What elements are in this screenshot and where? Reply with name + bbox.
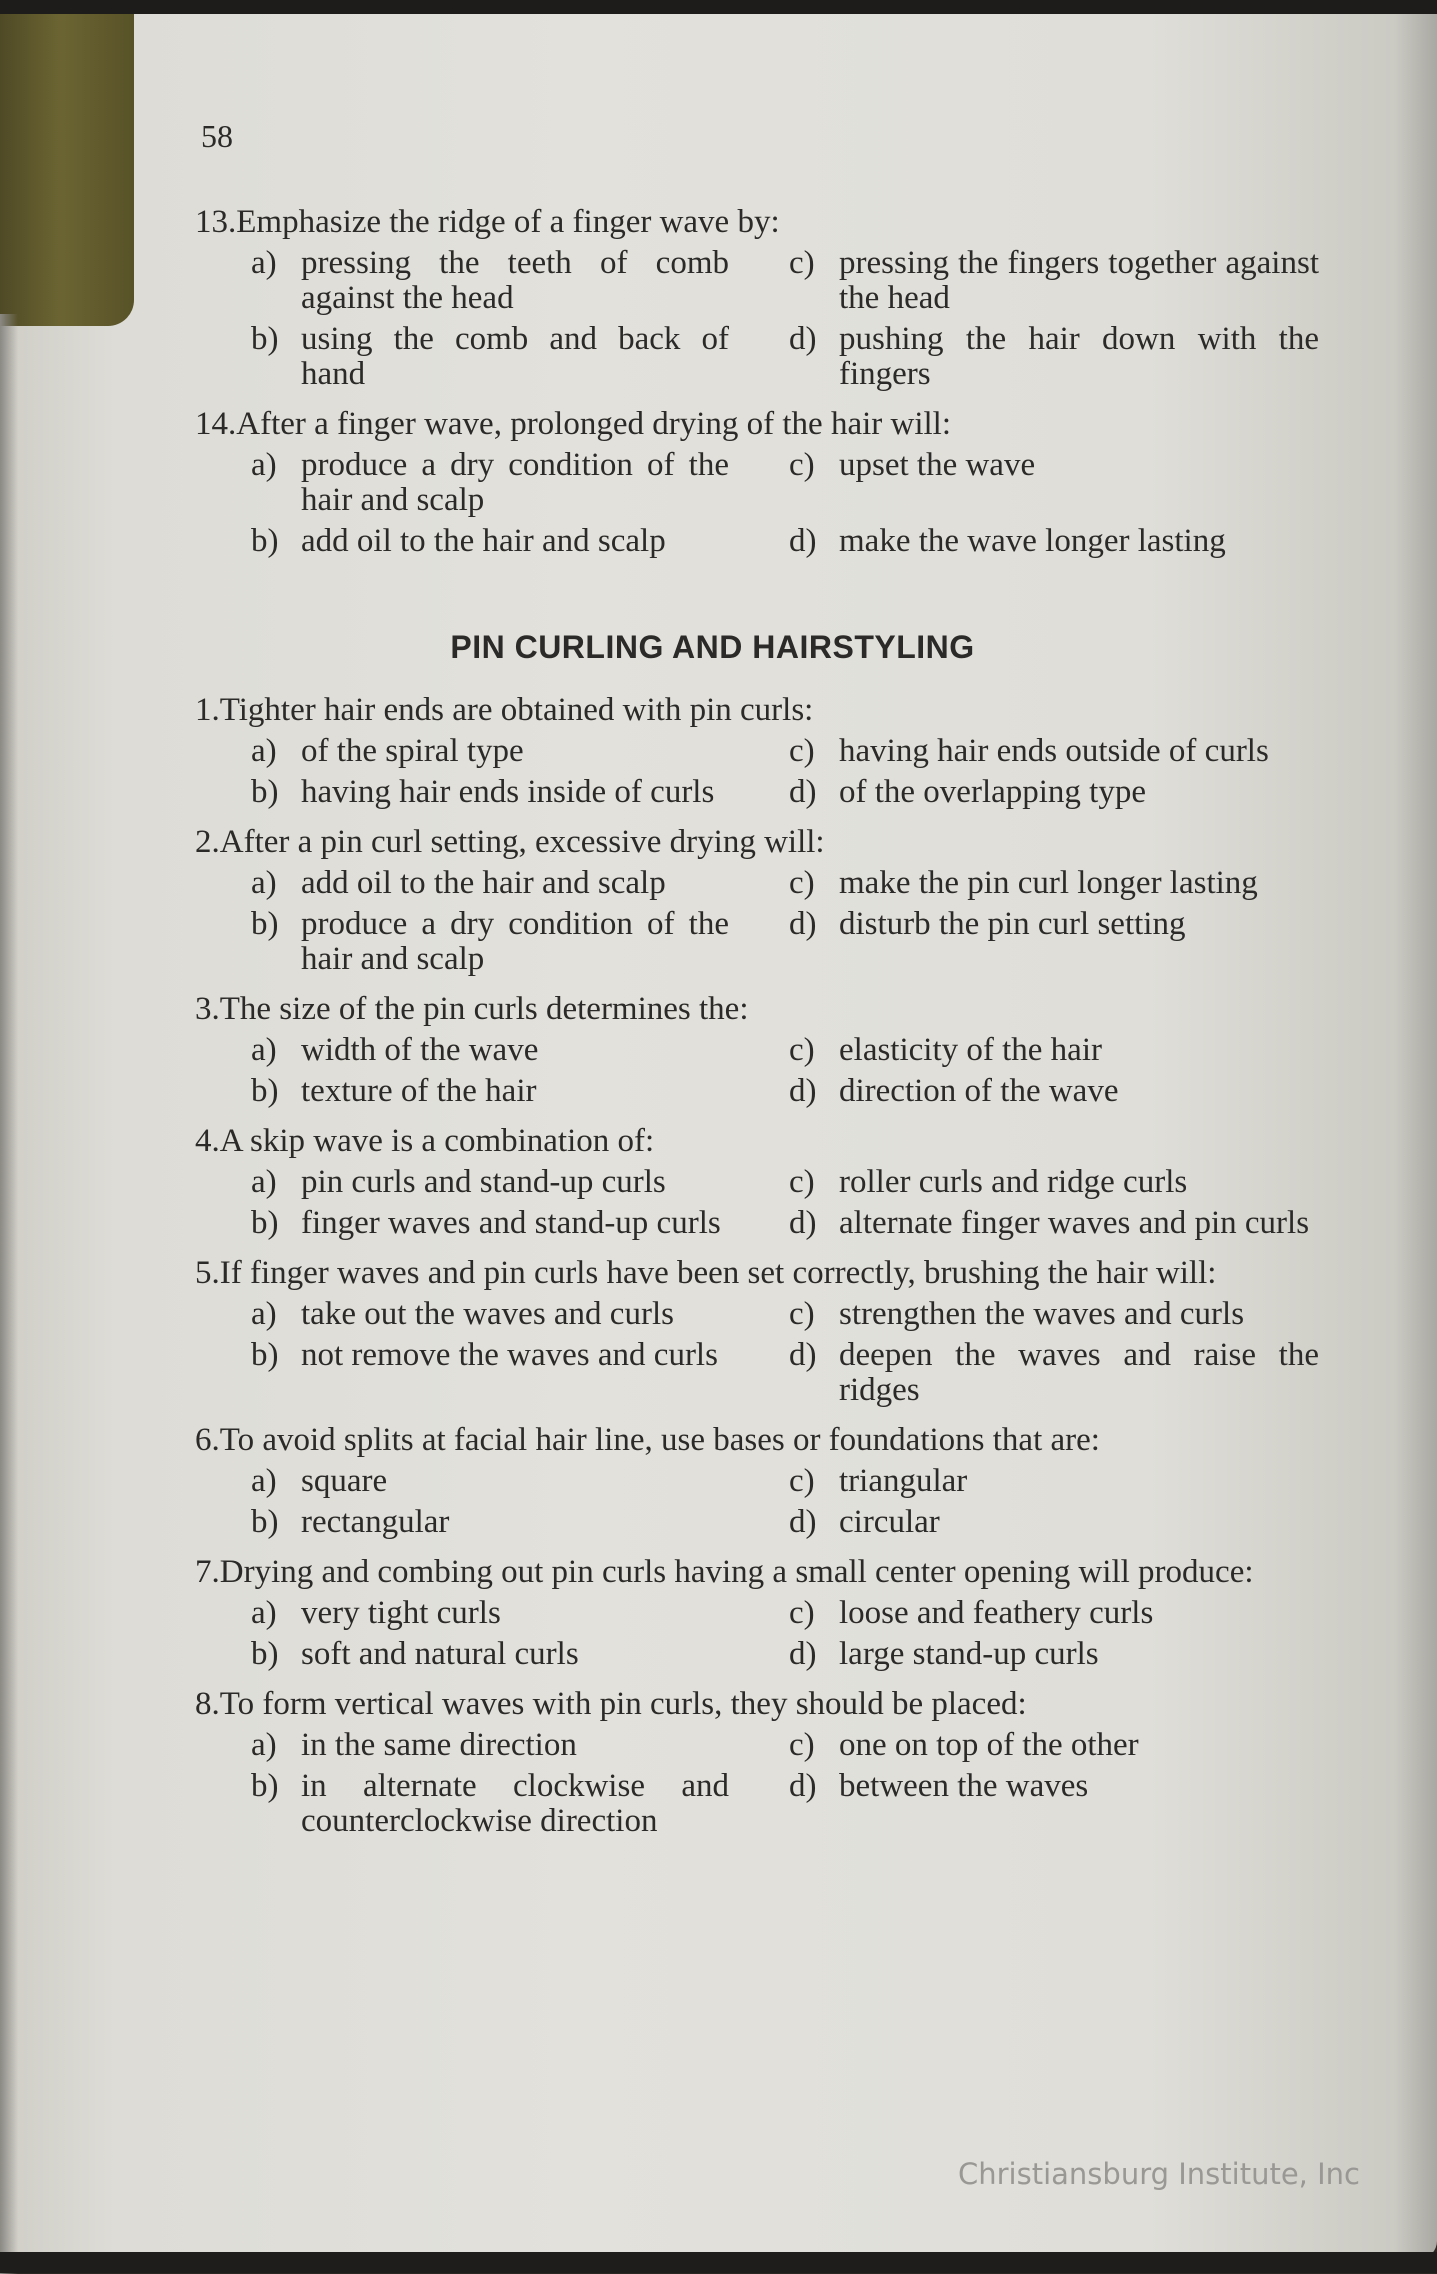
- question-number: 8.: [195, 1686, 220, 1722]
- answer-option: [251, 1033, 729, 1068]
- option-text: in the same direction: [301, 1727, 577, 1763]
- binding-shadow: [0, 314, 18, 2274]
- option-letter: c): [789, 1164, 815, 1200]
- option-letter: b): [251, 906, 279, 942]
- question-number: 5.: [195, 1255, 220, 1291]
- question-number: 14.: [195, 406, 237, 442]
- option-text: pressing the teeth of comb against the head: [301, 245, 729, 316]
- option-text: alternate finger waves and pin curls: [839, 1205, 1310, 1241]
- question-stem: [195, 991, 1280, 1027]
- option-letter: d): [789, 523, 817, 559]
- answer-option: [251, 1165, 729, 1200]
- question-item: [195, 692, 1280, 816]
- answer-option: [251, 322, 729, 392]
- option-text: between the waves: [839, 1768, 1089, 1804]
- option-text: large stand-up curls: [839, 1636, 1099, 1672]
- finger-wave-questions: [195, 204, 1319, 573]
- option-letter: b): [251, 1073, 279, 1109]
- option-text: take out the waves and curls: [301, 1296, 674, 1332]
- answer-option: [789, 1074, 1319, 1109]
- option-text: having hair ends outside of curls: [839, 733, 1269, 769]
- option-letter: b): [251, 1337, 279, 1373]
- option-letter: a): [251, 245, 277, 281]
- option-text: circular: [839, 1504, 940, 1540]
- question-text: To form vertical waves with pin curls, they should be placed:: [219, 1686, 1027, 1722]
- option-text: make the wave longer lasting: [839, 523, 1226, 559]
- pin-curling-questions: [195, 692, 1319, 1853]
- option-letter: d): [789, 1636, 817, 1672]
- answer-option: [789, 734, 1319, 769]
- option-text: add oil to the hair and scalp: [301, 865, 666, 901]
- question-number: 6.: [195, 1422, 220, 1458]
- question-number: 13.: [195, 204, 237, 240]
- answer-option: [251, 1297, 729, 1332]
- option-letter: a): [251, 733, 277, 769]
- question-item: [195, 1255, 1319, 1414]
- option-text: disturb the pin curl setting: [839, 906, 1186, 942]
- option-text: pin curls and stand-up curls: [301, 1164, 666, 1200]
- option-text: square: [301, 1463, 388, 1499]
- question-text: After a finger wave, prolonged drying of the hair will:: [236, 406, 952, 442]
- question-text: Tighter hair ends are obtained with pin curls:: [219, 692, 814, 728]
- question-text: A skip wave is a combination of:: [219, 1123, 655, 1159]
- answer-option: [251, 1596, 729, 1631]
- option-letter: c): [789, 245, 815, 281]
- answer-options: [251, 448, 1280, 565]
- option-text: not remove the waves and curls: [301, 1337, 718, 1373]
- option-letter: b): [251, 1636, 279, 1672]
- answer-option: [789, 1297, 1319, 1332]
- question-stem: [195, 1123, 1280, 1159]
- answer-options: [251, 1033, 1280, 1115]
- question-number: 7.: [195, 1554, 220, 1590]
- answer-option: [251, 1338, 729, 1408]
- question-text: Drying and combing out pin curls having a small center opening will produce:: [219, 1554, 1254, 1590]
- option-text: width of the wave: [301, 1032, 539, 1068]
- option-letter: c): [789, 1296, 815, 1332]
- option-letter: b): [251, 1205, 279, 1241]
- option-text: finger waves and stand-up curls: [301, 1205, 721, 1241]
- question-stem: [195, 204, 1280, 240]
- option-letter: d): [789, 1337, 817, 1373]
- question-stem: [195, 1422, 1280, 1458]
- option-text: add oil to the hair and scalp: [301, 523, 666, 559]
- book-page: [0, 14, 1437, 2259]
- question-number: 3.: [195, 991, 220, 1027]
- answer-option: [251, 1505, 729, 1540]
- answer-options: [251, 1596, 1280, 1678]
- question-stem: [195, 1255, 1280, 1291]
- answer-option: [789, 1165, 1319, 1200]
- answer-option: [251, 1206, 729, 1241]
- option-text: very tight curls: [301, 1595, 501, 1631]
- option-letter: d): [789, 774, 817, 810]
- answer-option: [251, 734, 729, 769]
- answer-option: [251, 1074, 729, 1109]
- page-content: [195, 204, 1319, 1853]
- answer-option: [789, 448, 1319, 518]
- option-text: pressing the fingers together against the head: [839, 245, 1319, 316]
- question-item: [195, 204, 1319, 398]
- answer-options: [251, 245, 1319, 398]
- answer-option: [789, 322, 1319, 392]
- question-item: [195, 1554, 1280, 1678]
- answer-options: [251, 1728, 1280, 1845]
- option-letter: a): [251, 1727, 277, 1763]
- answer-option: [251, 775, 729, 810]
- question-stem: [195, 692, 1280, 728]
- answer-options: [251, 734, 1280, 816]
- option-letter: c): [789, 1727, 815, 1763]
- answer-option: [789, 246, 1319, 316]
- option-letter: b): [251, 774, 279, 810]
- answer-option: [251, 246, 729, 316]
- option-text: roller curls and ridge curls: [839, 1164, 1188, 1200]
- answer-option: [789, 1206, 1319, 1241]
- answer-option: [789, 1728, 1319, 1763]
- answer-options: [251, 866, 1280, 983]
- answer-option: [251, 448, 729, 518]
- question-text: Emphasize the ridge of a finger wave by:: [236, 204, 780, 240]
- answer-option: [251, 866, 729, 901]
- option-letter: b): [251, 1768, 279, 1804]
- option-text: deepen the waves and raise the ridges: [839, 1337, 1319, 1408]
- option-letter: c): [789, 1595, 815, 1631]
- option-letter: b): [251, 1504, 279, 1540]
- question-stem: [195, 1686, 1280, 1722]
- option-letter: d): [789, 906, 817, 942]
- option-text: of the spiral type: [301, 733, 524, 769]
- option-text: soft and natural curls: [301, 1636, 579, 1672]
- option-letter: c): [789, 447, 815, 483]
- option-letter: a): [251, 1595, 277, 1631]
- answer-option: [789, 1637, 1319, 1672]
- option-text: rectangular: [301, 1504, 450, 1540]
- answer-options: [251, 1164, 1310, 1247]
- question-item: [195, 406, 1280, 565]
- option-letter: a): [251, 447, 277, 483]
- option-letter: a): [251, 1032, 277, 1068]
- option-text: having hair ends inside of curls: [301, 774, 715, 810]
- question-text: If finger waves and pin curls have been set correctly, brushing the hair will:: [219, 1255, 1217, 1291]
- option-letter: c): [789, 865, 815, 901]
- question-text: To avoid splits at facial hair line, use bases or foundations that are:: [219, 1422, 1100, 1458]
- option-text: produce a dry condition of the hair and scalp: [301, 447, 729, 518]
- question-item: [195, 1686, 1280, 1845]
- answer-option: [251, 1637, 729, 1672]
- option-text: one on top of the other: [839, 1727, 1139, 1763]
- answer-option: [251, 907, 729, 977]
- option-letter: a): [251, 1463, 277, 1499]
- answer-option: [789, 1464, 1319, 1499]
- option-letter: d): [789, 321, 817, 357]
- option-letter: d): [789, 1768, 817, 1804]
- option-text: pushing the hair down with the fingers: [839, 321, 1319, 392]
- option-text: produce a dry condition of the hair and scalp: [301, 906, 729, 977]
- answer-option: [789, 1033, 1319, 1068]
- option-letter: c): [789, 733, 815, 769]
- answer-option: [789, 1505, 1319, 1540]
- question-stem: [195, 824, 1280, 860]
- answer-options: [251, 1464, 1280, 1546]
- option-text: direction of the wave: [839, 1073, 1119, 1109]
- question-text: After a pin curl setting, excessive drying will:: [219, 824, 825, 860]
- question-stem: [195, 406, 1280, 442]
- answer-options: [251, 1296, 1319, 1414]
- option-text: make the pin curl longer lasting: [839, 865, 1258, 901]
- question-item: [195, 824, 1280, 983]
- option-letter: d): [789, 1073, 817, 1109]
- question-item: [195, 991, 1280, 1115]
- question-item: [195, 1123, 1310, 1247]
- option-text: in alternate clockwise and counterclockwise direction: [301, 1768, 729, 1839]
- answer-option: [251, 1464, 729, 1499]
- page-number: 58: [201, 118, 233, 154]
- option-letter: a): [251, 865, 277, 901]
- question-item: [195, 1422, 1280, 1546]
- answer-option: [251, 1769, 729, 1839]
- option-letter: a): [251, 1164, 277, 1200]
- option-letter: c): [789, 1032, 815, 1068]
- book-spine: [0, 14, 134, 326]
- option-text: elasticity of the hair: [839, 1032, 1102, 1068]
- answer-option: [789, 1596, 1319, 1631]
- bottom-edge: [0, 2252, 1437, 2273]
- option-text: triangular: [839, 1463, 968, 1499]
- answer-option: [789, 775, 1319, 810]
- answer-option: [789, 907, 1319, 977]
- option-letter: a): [251, 1296, 277, 1332]
- option-letter: c): [789, 1463, 815, 1499]
- answer-option: [789, 866, 1319, 901]
- option-letter: d): [789, 1504, 817, 1540]
- watermark-text: Christiansburg Institute, Inc: [958, 2157, 1360, 2191]
- option-text: strengthen the waves and curls: [839, 1296, 1245, 1332]
- answer-option: [789, 1769, 1319, 1839]
- question-stem: [195, 1554, 1280, 1590]
- answer-option: [789, 524, 1319, 559]
- question-number: 4.: [195, 1123, 220, 1159]
- answer-option: [789, 1338, 1319, 1408]
- question-number: 2.: [195, 824, 220, 860]
- option-text: using the comb and back of hand: [301, 321, 729, 392]
- option-letter: b): [251, 523, 279, 559]
- option-text: loose and feathery curls: [839, 1595, 1154, 1631]
- question-text: The size of the pin curls determines the:: [219, 991, 749, 1027]
- option-letter: d): [789, 1205, 817, 1241]
- section-heading: PIN CURLING AND HAIRSTYLING: [450, 629, 975, 665]
- question-number: 1.: [195, 692, 220, 728]
- option-text: texture of the hair: [301, 1073, 537, 1109]
- answer-option: [251, 524, 729, 559]
- option-text: of the overlapping type: [839, 774, 1146, 810]
- option-text: upset the wave: [839, 447, 1036, 483]
- option-letter: b): [251, 321, 279, 357]
- answer-option: [251, 1728, 729, 1763]
